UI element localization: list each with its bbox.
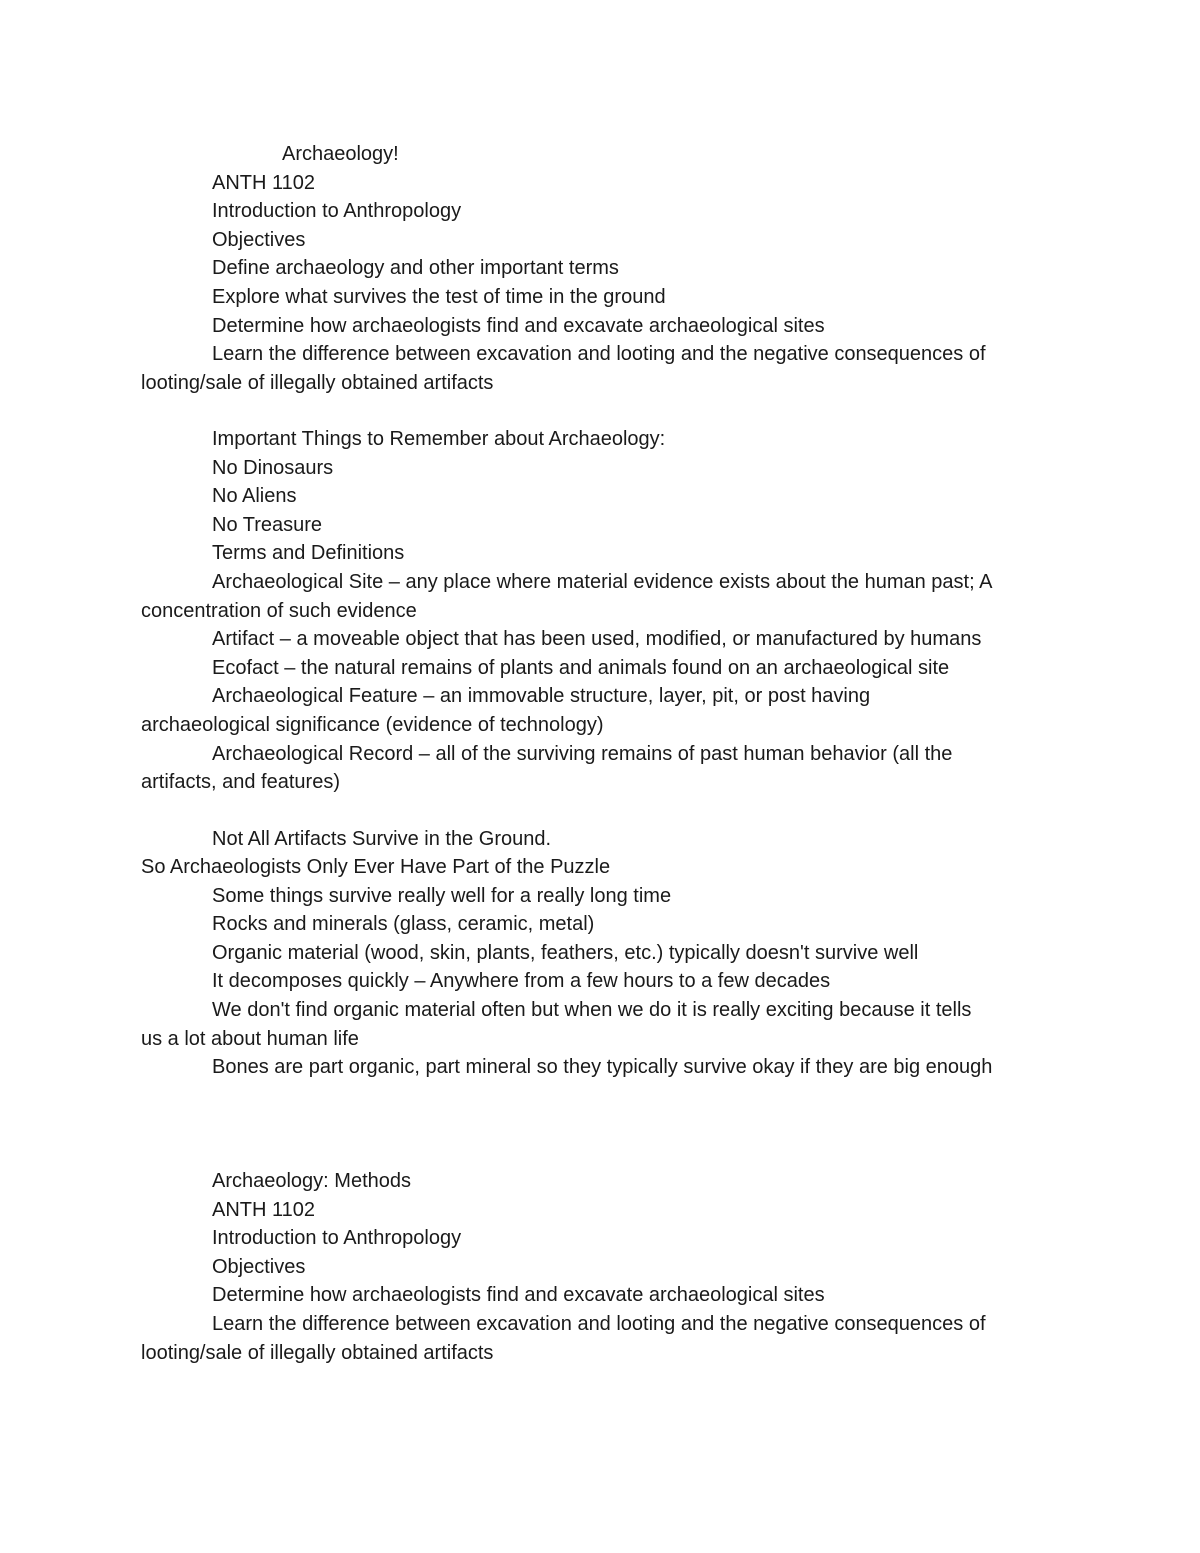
term-site-line1: Archaeological Site – any place where material evidence exists about the human past; A [212, 571, 993, 593]
section2-objective-looting-line2: looting/sale of illegally obtained artifacts [141, 1342, 494, 1364]
section2-course-name: Introduction to Anthropology [212, 1227, 462, 1249]
survive-heading: Not All Artifacts Survive in the Ground. [212, 828, 552, 850]
objective-item: Define archaeology and other important terms [212, 257, 619, 279]
remember-item: No Aliens [212, 485, 297, 507]
term-ecofact: Ecofact – the natural remains of plants and animals found on an archaeological site [212, 657, 950, 679]
organic-note-line1: We don't find organic material often but when we do it is really exciting because it tells [212, 999, 972, 1021]
survive-item: Rocks and minerals (glass, ceramic, metal) [212, 913, 595, 935]
section1-course-code: ANTH 1102 [212, 172, 316, 194]
term-site-line2: concentration of such evidence [141, 600, 417, 622]
objective-looting-line2: looting/sale of illegally obtained artifacts [141, 372, 494, 394]
terms-heading: Terms and Definitions [212, 542, 405, 564]
section2-course-code: ANTH 1102 [212, 1199, 316, 1221]
section1-objectives-heading: Objectives [212, 229, 306, 251]
survive-item: It decomposes quickly – Anywhere from a few hours to a few decades [212, 970, 831, 992]
term-record-line1: Archaeological Record – all of the surviving remains of past human behavior (all the [212, 743, 953, 765]
remember-item: No Treasure [212, 514, 323, 536]
survive-item: Organic material (wood, skin, plants, feathers, etc.) typically doesn't survive well [212, 942, 919, 964]
survive-item: Some things survive really well for a really long time [212, 885, 672, 907]
objective-item: Determine how archaeologists find and excavate archaeological sites [212, 315, 825, 337]
objective-item: Explore what survives the test of time in the ground [212, 286, 666, 308]
puzzle-line: So Archaeologists Only Ever Have Part of the Puzzle [141, 856, 611, 878]
term-record-line2: artifacts, and features) [141, 771, 340, 793]
term-artifact: Artifact – a moveable object that has been used, modified, or manufactured by humans [212, 628, 982, 650]
section1-title: Archaeology! [282, 143, 399, 165]
organic-note-line2: us a lot about human life [141, 1028, 359, 1050]
remember-item: No Dinosaurs [212, 457, 334, 479]
term-feature-line1: Archaeological Feature – an immovable structure, layer, pit, or post having [212, 685, 871, 707]
term-feature-line2: archaeological significance (evidence of technology) [141, 714, 604, 736]
bones-note: Bones are part organic, part mineral so they typically survive okay if they are big enough [212, 1056, 993, 1078]
section2-objectives-heading: Objectives [212, 1256, 306, 1278]
section2-objective-looting-line1: Learn the difference between excavation and looting and the negative consequences of [212, 1313, 986, 1335]
section2-objective-find: Determine how archaeologists find and excavate archaeological sites [212, 1284, 825, 1306]
remember-heading: Important Things to Remember about Archaeology: [212, 428, 666, 450]
section1-course-name: Introduction to Anthropology [212, 200, 462, 222]
objective-looting-line1: Learn the difference between excavation and looting and the negative consequences of [212, 343, 986, 365]
section2-title: Archaeology: Methods [212, 1170, 412, 1192]
